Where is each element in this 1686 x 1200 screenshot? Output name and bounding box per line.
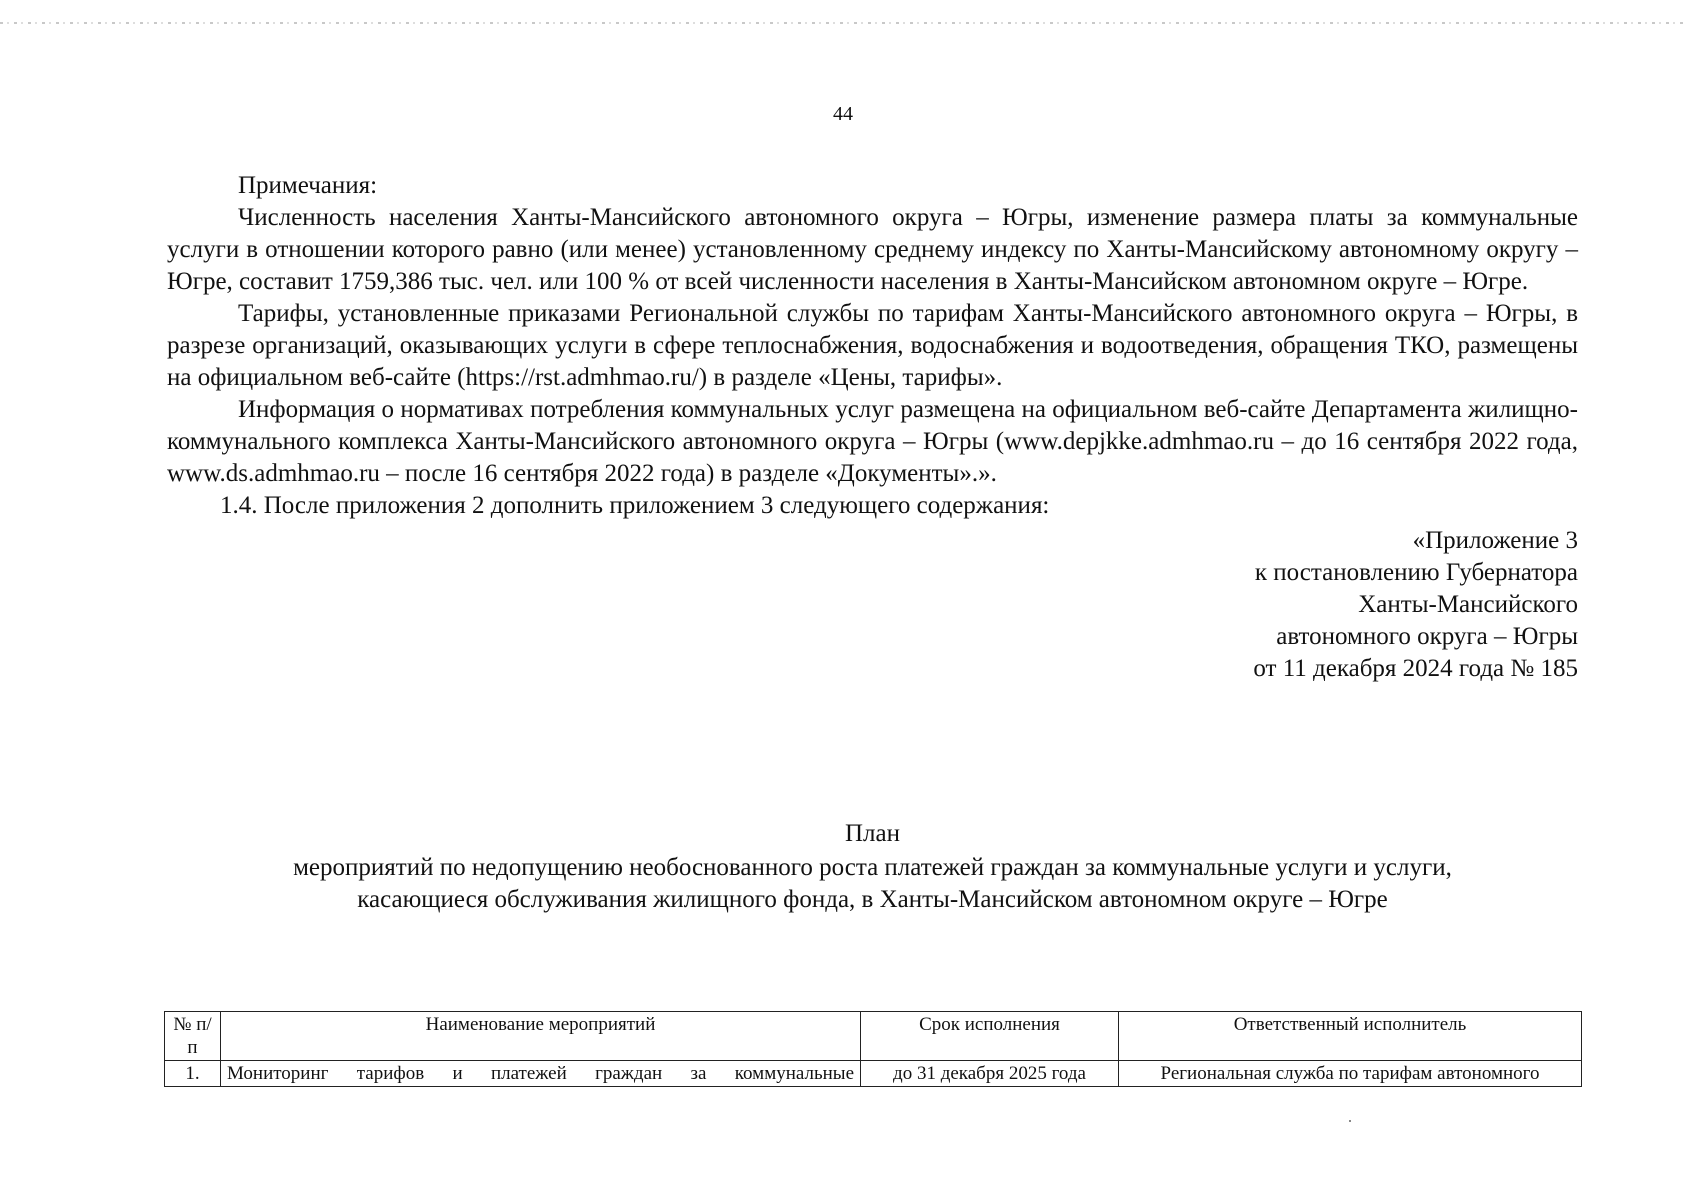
appendix-line-3: Ханты-Мансийского [1358, 591, 1578, 618]
appendix-line-4: автономного округа – Югры [1276, 623, 1578, 650]
scan-edge-artifact [0, 22, 1686, 24]
plan-title: План [844, 820, 900, 847]
notes-section [167, 170, 1578, 685]
note-paragraph-population: Численность населения Ханты-Мансийского автономного округа – Югры, изменение размера платы за коммунальные услуги в отношении которого равно (или менее) установленному среднему индексу по Ханты-Мансийскому автономному округу – Югре, составит 1759,386 тыс. чел. или 100 % от всей численности населения в Ханты-Мансийском автономном округе – Югре. [167, 204, 1578, 295]
header-deadline: Срок исполнения [861, 1012, 1119, 1061]
appendix-line-5: от 11 декабря 2024 года № 185 [1253, 655, 1578, 682]
plan-table [164, 1011, 1582, 1087]
plan-subtitle-line-2: касающиеся обслуживания жилищного фонда, в Ханты-Мансийском автономном округе – Югре [357, 886, 1388, 913]
header-name: Наименование мероприятий [221, 1012, 861, 1061]
item-1-4: 1.4. После приложения 2 дополнить приложением 3 следующего содержания: [220, 492, 1050, 519]
note-paragraph-tariffs: Тарифы, установленные приказами Региональной службы по тарифам Ханты-Мансийского автономного округа – Югры, в разрезе организаций, оказывающих услуги в сфере теплоснабжения, водоснабжения и водоотведения, обращения ТКО, размещены на официальном веб-сайте (https://rst.admhmao.ru/) в разделе «Цены, тарифы». [167, 300, 1578, 391]
row-deadline: до 31 декабря 2025 года [861, 1061, 1119, 1087]
row-name: Мониторинг тарифов и платежей граждан за коммунальные [221, 1061, 861, 1087]
header-num: № п/п [165, 1012, 221, 1061]
page-number: 44 [833, 103, 853, 125]
appendix-line-2: к постановлению Губернатора [1254, 559, 1578, 586]
header-responsible: Ответственный исполнитель [1119, 1012, 1582, 1061]
appendix-line-1: «Приложение 3 [1412, 527, 1578, 554]
note-paragraph-norms: Информация о нормативах потребления коммунальных услуг размещена на официальном веб-сайте Департамента жилищно-коммунального комплекса Ханты-Мансийского автономного округа – Югры (www.depjkke.admhmao.ru – до 16 сентября 2022 года, www.ds.admhmao.ru – после 16 сентября 2022 года) в разделе «Документы».». [167, 396, 1578, 487]
row-num: 1. [165, 1061, 221, 1087]
table-header-row [165, 1012, 1582, 1061]
appendix-header [167, 525, 1578, 685]
row-responsible: Региональная служба по тарифам автономного [1119, 1061, 1582, 1087]
table-row [165, 1061, 1582, 1087]
notes-heading: Примечания: [238, 172, 378, 199]
plan-heading [167, 818, 1578, 916]
plan-subtitle-line-1: мероприятий по недопущению необоснованного роста платежей граждан за коммунальные услуги и услуги, [293, 854, 1452, 881]
scan-dot-artifact [1349, 1120, 1351, 1122]
